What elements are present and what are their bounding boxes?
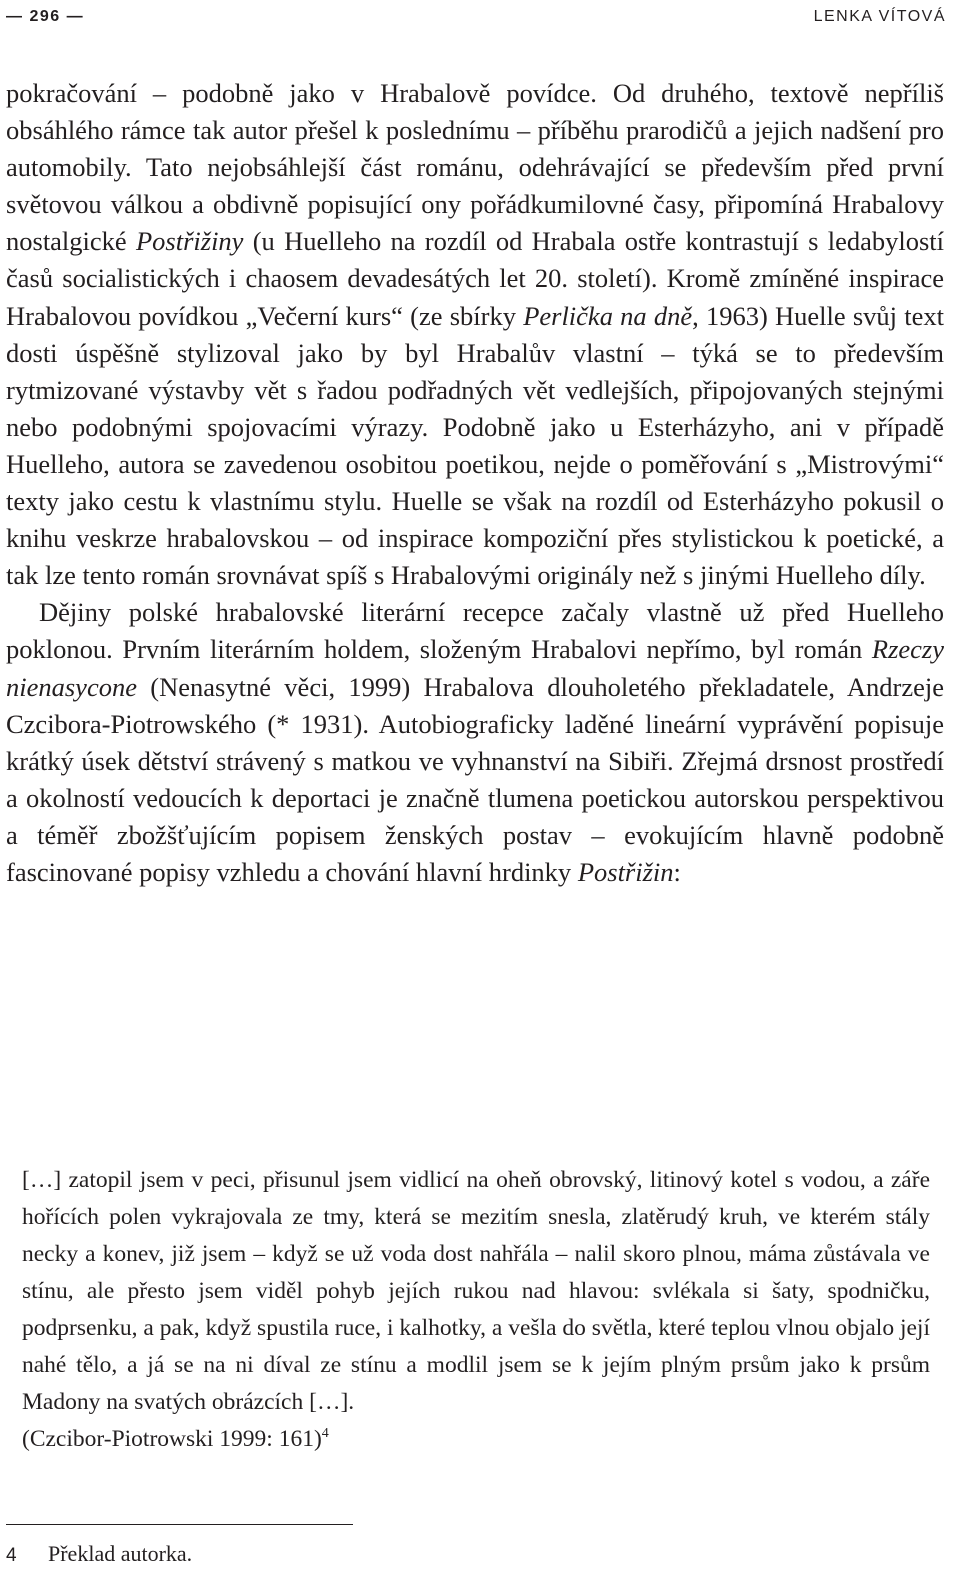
footnote-text: Překlad autorka. — [48, 1541, 193, 1566]
paragraph-1-text-b: (u Huelleho na rozdíl od Hrabala ostře kontrastují s ledabylostí časů socialistických i chaosem devadesátých let 20. století). Kromě zmíněné inspirace Hrabalovou povídkou „Večerní kurs“ (ze sbírky — [6, 226, 945, 331]
paragraph-1-text-c: , 1963) Huelle svůj text dosti úspěšně stylizoval jako by byl Hrabalův vlastní – týká se to především rytmizované výstavby vět s řadou podřadných vět vedlejších, připojovaných stejnými nebo podobnými spojovacími výrazy. Podobně jako u Esterházyho, ani v případě Huelleho, autora se zavedenou osobitou poetikou, nejde o poměřování s „Mistrovými“ texty jako cestu k vlastnímu stylu. Huelle se však na rozdíl od Esterházyho pokusil o knihu veskrze hrabalovskou – od inspirace kompoziční přes stylistickou k poetické, a tak lze tento román srovnávat spíš s Hrabalovými originály než s jinými Huelleho díly. — [6, 300, 944, 591]
footnote — [6, 1539, 192, 1571]
quote-text: […] zatopil jsem v peci, přisunul jsem vidlicí na oheň obrovský, litinový kotel s vodou, a záře hořících polen vykrajovala ze tmy, která se mezitím snesla, zlatěrudý kruh, ve kterém stály necky a konev, již jsem – když se už voda dost nahřála – nalil skoro plnou, máma zůstávala ve stínu, ale přesto jsem viděl pohyb jejích rukou nad hlavou: svlékala si šaty, spodničku, podprsenku, a pak, když spustila ruce, i kalhotky, a vešla do světla, které teplou vlnou objalo její nahé tělo, a já se na ni díval ze stínu a modlil jsem se k jejím plným prsům jako k prsům Madony na svatých obrázcích […]. — [22, 1167, 930, 1415]
footnote-divider — [6, 1524, 353, 1525]
paragraph-2-text-a: Dějiny polské hrabalovské literární recepce začaly vlastně už před Huelleho poklonou. Prvním literárním holdem, složeným Hrabalovi nepřímo, byl román — [6, 597, 944, 665]
paragraph-1-title-perlicka: Perlička na dně — [523, 300, 693, 331]
running-header — [6, 4, 946, 30]
quote-citation — [22, 1421, 930, 1458]
footnote-mark[interactable]: 4 — [321, 1426, 329, 1442]
body-text — [6, 75, 944, 891]
paragraph-2-title-postrizin: Postřižin — [577, 856, 674, 887]
paragraph-2 — [6, 594, 944, 891]
paragraph-1-text-a: pokračování – podobně jako v Hrabalově povídce. Od druhého, textově nepříliš obsáhlého rámce tak autor přešel k poslednímu – příběhu prarodičů a jejich nadšení pro automobily. Tato nejobsáhlejší část románu, odehrávající se především před první světovou válkou a obdivně popisující ony pořádkumilovné časy, připomíná Hrabalovy nostalgické — [6, 78, 944, 257]
running-author: LENKA VÍTOVÁ — [813, 8, 946, 25]
citation-text: (Czcibor-Piotrowski 1999: 161) — [22, 1426, 322, 1452]
paragraph-2-text-b: (Nenasytné věci, 1999) Hrabalova dlouholetého překladatele, Andrzeje Czcibora-Piotrowského (* 1931). Autobiograficky laděné lineární vyprávění popisuje krátký úsek dětství strávený s matkou ve vyhnanství na Sibiři. Zřejmá drsnost prostředí a okolností vedoucích k deportaci je značně tlumena poetickou autorskou perspektivou a téměř zbožšťujícím popisem ženských postav – evokujícím hlavně podobně fascinované popisy vzhledu a chování hlavní hrdinky — [6, 671, 944, 887]
page-number: — 296 — — [6, 8, 85, 25]
paragraph-1 — [6, 75, 944, 594]
footnote-number: 4 — [6, 1545, 17, 1566]
paragraph-1-title-postriziny: Postřižiny — [135, 226, 244, 257]
block-quote — [22, 1162, 930, 1458]
paragraph-2-text-c: : — [673, 856, 681, 887]
paragraph-2-title-rzeczy: Rzeczy nienasycone — [6, 634, 944, 702]
